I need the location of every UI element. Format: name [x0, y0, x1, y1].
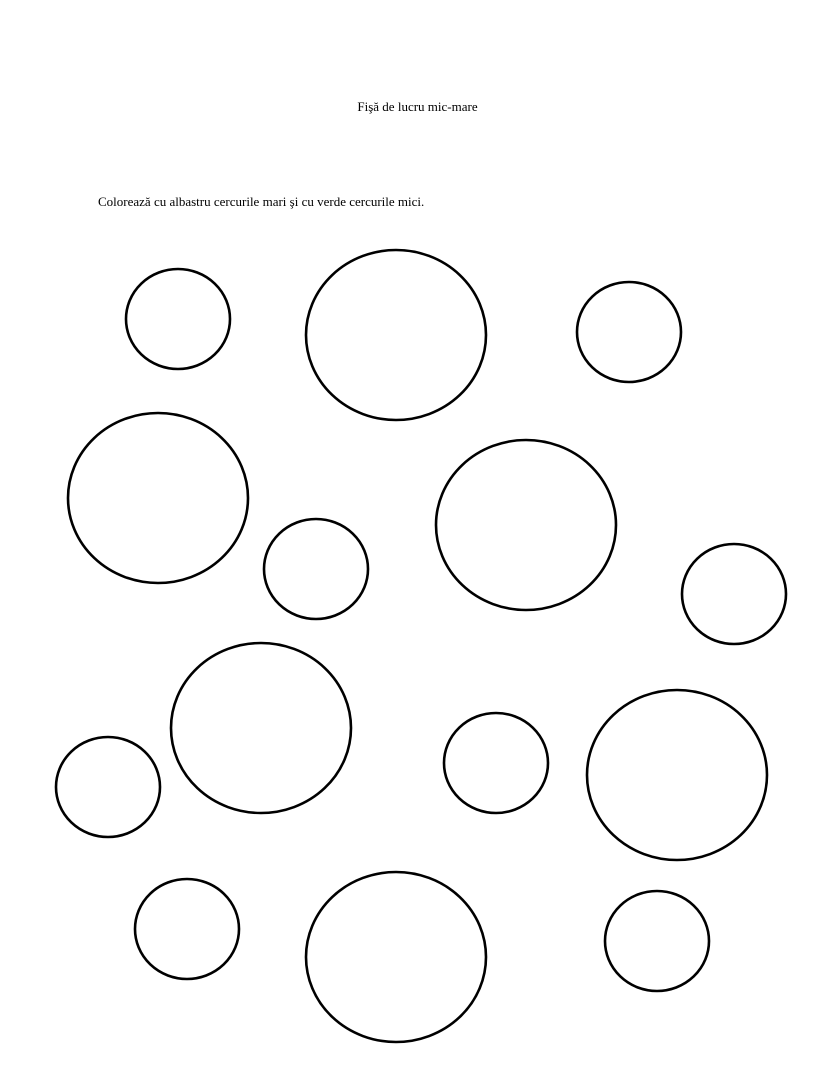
small-circle [605, 891, 709, 991]
large-circle [587, 690, 767, 860]
large-circle [171, 643, 351, 813]
large-circle [306, 250, 486, 420]
large-circle [306, 872, 486, 1042]
small-circle [577, 282, 681, 382]
small-circle [682, 544, 786, 644]
worksheet-instruction: Colorează cu albastru cercurile mari şi cu verde cercurile mici. [98, 194, 425, 209]
small-circle [126, 269, 230, 369]
small-circle [444, 713, 548, 813]
small-circle [56, 737, 160, 837]
large-circle [436, 440, 616, 610]
small-circle [264, 519, 368, 619]
large-circle [68, 413, 248, 583]
worksheet-title: Fişă de lucru mic-mare [357, 99, 478, 114]
small-circle [135, 879, 239, 979]
